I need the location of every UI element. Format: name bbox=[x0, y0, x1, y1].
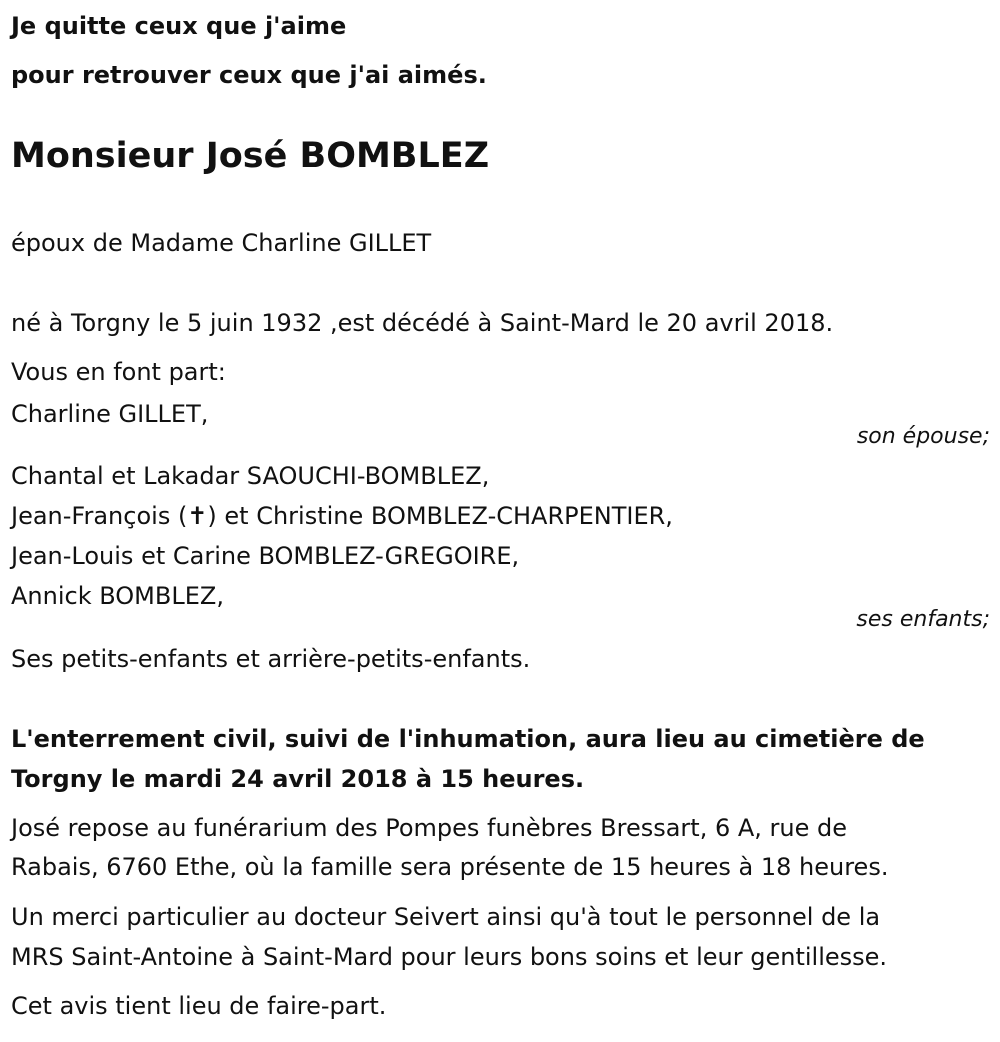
birth-death-line: né à Torgny le 5 juin 1932 ,est décédé à Saint-Mard le 20 avril 2018. bbox=[11, 309, 834, 337]
spouse-role: son épouse; bbox=[856, 424, 990, 449]
epigraph-line-2: pour retrouver ceux que j'ai aimés. bbox=[11, 61, 487, 89]
funeral-home-line-1: José repose au funérarium des Pompes funèbres Bressart, 6 A, rue de bbox=[11, 814, 848, 842]
ceremony-line-2: Torgny le mardi 24 avril 2018 à 15 heures. bbox=[11, 765, 585, 793]
grandchildren-line: Ses petits-enfants et arrière-petits-enfants. bbox=[11, 645, 531, 673]
child-line: Chantal et Lakadar SAOUCHI-BOMBLEZ, bbox=[11, 462, 490, 490]
closing-line: Cet avis tient lieu de faire-part. bbox=[11, 992, 387, 1020]
child-line: Jean-Louis et Carine BOMBLEZ-GREGOIRE, bbox=[11, 542, 520, 570]
thanks-line-1: Un merci particulier au docteur Seivert ainsi qu'à tout le personnel de la bbox=[11, 903, 881, 931]
thanks-line-2: MRS Saint-Antoine à Saint-Mard pour leurs bons soins et leur gentillesse. bbox=[11, 943, 888, 971]
announcer-spouse: Charline GILLET, bbox=[11, 400, 209, 428]
spouse-line: époux de Madame Charline GILLET bbox=[11, 229, 432, 257]
ceremony-line-1: L'enterrement civil, suivi de l'inhumation, aura lieu au cimetière de bbox=[11, 725, 925, 753]
funeral-home-line-2: Rabais, 6760 Ethe, où la famille sera présente de 15 heures à 18 heures. bbox=[11, 853, 889, 881]
deceased-name: Monsieur José BOMBLEZ bbox=[11, 136, 490, 176]
children-role: ses enfants; bbox=[856, 607, 990, 632]
child-line: Annick BOMBLEZ, bbox=[11, 582, 224, 610]
epigraph-line-1: Je quitte ceux que j'aime bbox=[11, 12, 347, 40]
child-line: Jean-François (✝) et Christine BOMBLEZ-CHARPENTIER, bbox=[11, 502, 673, 530]
announcers-intro: Vous en font part: bbox=[11, 358, 226, 386]
